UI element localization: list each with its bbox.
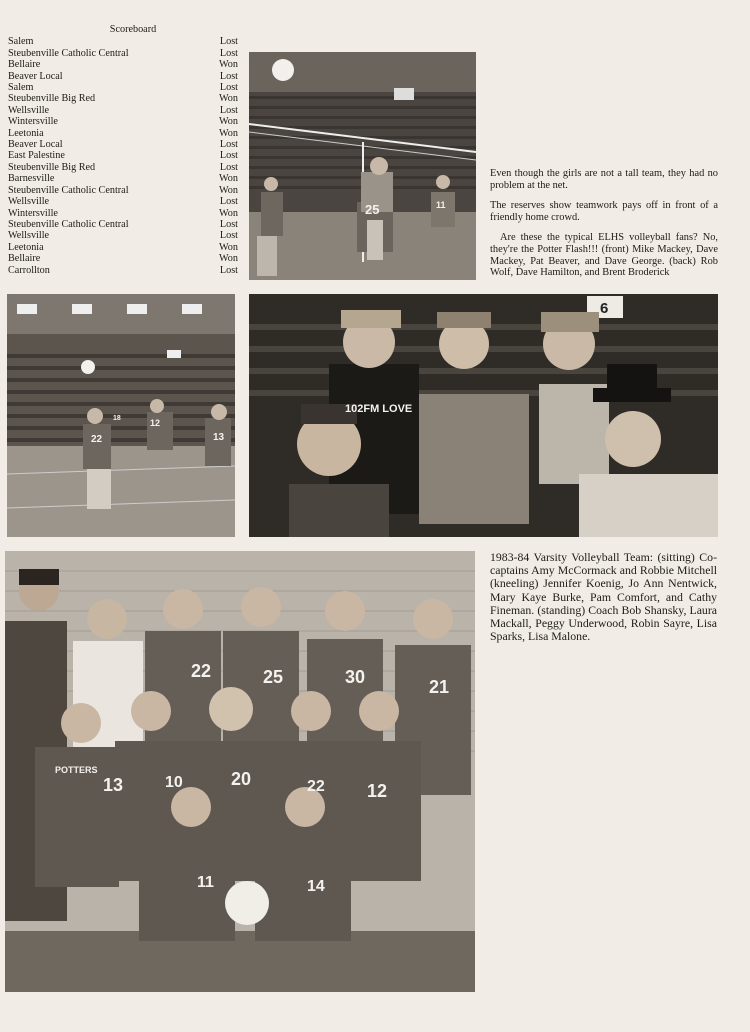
opponent-name: Bellaire (8, 59, 41, 71)
scoreboard-row (8, 196, 238, 207)
opponent-name: Beaver Local (8, 139, 63, 151)
team-jersey-number: 10 (165, 774, 183, 791)
game-result: Won (219, 207, 238, 219)
game-result: Lost (219, 161, 238, 173)
game-result: Lost (219, 47, 238, 59)
reserves-jersey-number: 18 (113, 415, 121, 422)
scoreboard-row (8, 253, 238, 264)
photo-reserves (7, 294, 235, 537)
game-result: Won (219, 253, 238, 265)
team-jersey-number: 11 (197, 874, 214, 891)
caption-net (490, 168, 718, 288)
team-jersey-number: 30 (345, 667, 366, 687)
game-result: Won (219, 59, 238, 71)
reserves-jersey-number: 22 (91, 434, 103, 445)
photo-net-play (249, 52, 476, 280)
reserves-jersey-number: 13 (213, 432, 225, 443)
opponent-name: Carrollton (8, 264, 50, 276)
opponent-name: Steubenville Big Red (8, 93, 96, 105)
opponent-name: Wintersville (8, 116, 58, 128)
game-result: Lost (219, 139, 238, 151)
caption-fans-text: Are these the typical ELHS volleyball fans? No, they're the Potter Flash!!! (front) Mike Mackey, Dave Mackey, Pat Beaver, and Dave George. (back) Rob Wolf, Dave Hamilton, and Brent Broderick (490, 232, 718, 279)
game-result: Lost (219, 150, 238, 162)
scoreboard-row (8, 242, 238, 253)
scoreboard-row (8, 219, 238, 230)
reserves-image (7, 294, 235, 537)
reserves-jersey-number: 12 (150, 418, 161, 428)
scoreboard-row (8, 173, 238, 184)
team-image (5, 551, 475, 992)
opponent-name: Steubenville Catholic Central (8, 218, 129, 230)
caption-team: 1983-84 Varsity Volleyball Team: (sitting) Co-captains Amy McCormack and Robbie Mitchell (kneeling) Jennifer Koenig, Jo Ann Nentwick, Mary Kaye Burke, Pam Comfort, and Cathy Fineman. (standing) Coach Bob Shansky, Laura Mackall, Peggy Underwood, Robin Sayre, Lisa Sparks, Lisa Malone. (490, 550, 717, 644)
scoreboard-row (8, 93, 238, 104)
game-result: Lost (219, 264, 238, 276)
scoreboard-row (8, 162, 238, 173)
fans-sign-number: 6 (600, 300, 609, 317)
opponent-name: Barnesville (8, 173, 55, 185)
opponent-name: Salem (8, 36, 34, 48)
opponent-name: Leetonia (8, 127, 44, 139)
net-play-image (249, 52, 476, 280)
scoreboard-row (8, 82, 238, 93)
scoreboard-title: Scoreboard (109, 24, 157, 35)
caption-reserves-text: The reserves show teamwork pays off in front of a friendly home crowd. (490, 200, 718, 223)
team-jersey-number: 25 (263, 667, 284, 687)
scoreboard-row (8, 208, 238, 219)
opponent-name: Bellaire (8, 253, 41, 265)
net-jersey-number: 11 (436, 200, 446, 210)
game-result: Won (219, 173, 238, 185)
team-jersey-number: 22 (307, 778, 325, 795)
scoreboard-row (8, 185, 238, 196)
scoreboard-row (8, 128, 238, 139)
game-result: Lost (219, 218, 238, 230)
game-result: Won (219, 127, 238, 139)
game-result: Lost (219, 104, 238, 116)
game-result: Lost (219, 196, 238, 208)
scoreboard-row (8, 71, 238, 82)
opponent-name: Wellsville (8, 196, 50, 208)
scoreboard-row (8, 105, 238, 116)
fans-shirt-text: 102FM LOVE (345, 403, 413, 415)
scoreboard-list (8, 36, 238, 276)
team-jersey-number: 22 (191, 661, 212, 681)
scoreboard-row (8, 116, 238, 127)
game-result: Lost (219, 230, 238, 242)
team-uniform-text: POTTERS (55, 765, 98, 775)
game-result: Lost (219, 36, 238, 48)
team-jersey-number: 21 (429, 677, 450, 697)
scoreboard-row (8, 59, 238, 70)
fans-image (249, 294, 718, 537)
team-jersey-number: 12 (367, 781, 388, 801)
team-jersey-number: 13 (103, 775, 124, 795)
scoreboard-row (8, 150, 238, 161)
game-result: Lost (219, 82, 238, 94)
opponent-name: Beaver Local (8, 70, 63, 82)
photo-team (5, 551, 475, 992)
caption-net-text: Even though the girls are not a tall team, they had no problem at the net. (490, 168, 718, 191)
opponent-name: Wellsville (8, 104, 50, 116)
scoreboard (8, 24, 238, 276)
team-jersey-number: 14 (307, 878, 325, 895)
scoreboard-row (8, 36, 238, 47)
team-jersey-number: 20 (231, 769, 252, 789)
opponent-name: Salem (8, 82, 34, 94)
game-result: Won (219, 241, 238, 253)
game-result: Won (219, 93, 238, 105)
opponent-name: Steubenville Catholic Central (8, 184, 129, 196)
scoreboard-row (8, 230, 238, 241)
game-result: Lost (219, 70, 238, 82)
opponent-name: Steubenville Big Red (8, 161, 96, 173)
scoreboard-row (8, 139, 238, 150)
game-result: Won (219, 116, 238, 128)
opponent-name: Leetonia (8, 241, 44, 253)
photo-fans (249, 294, 718, 537)
net-jersey-number: 25 (365, 202, 380, 217)
scoreboard-row (8, 265, 238, 276)
opponent-name: Wellsville (8, 230, 50, 242)
scoreboard-row (8, 48, 238, 59)
opponent-name: East Palestine (8, 150, 65, 162)
game-result: Won (219, 184, 238, 196)
opponent-name: Wintersville (8, 207, 58, 219)
opponent-name: Steubenville Catholic Central (8, 47, 129, 59)
